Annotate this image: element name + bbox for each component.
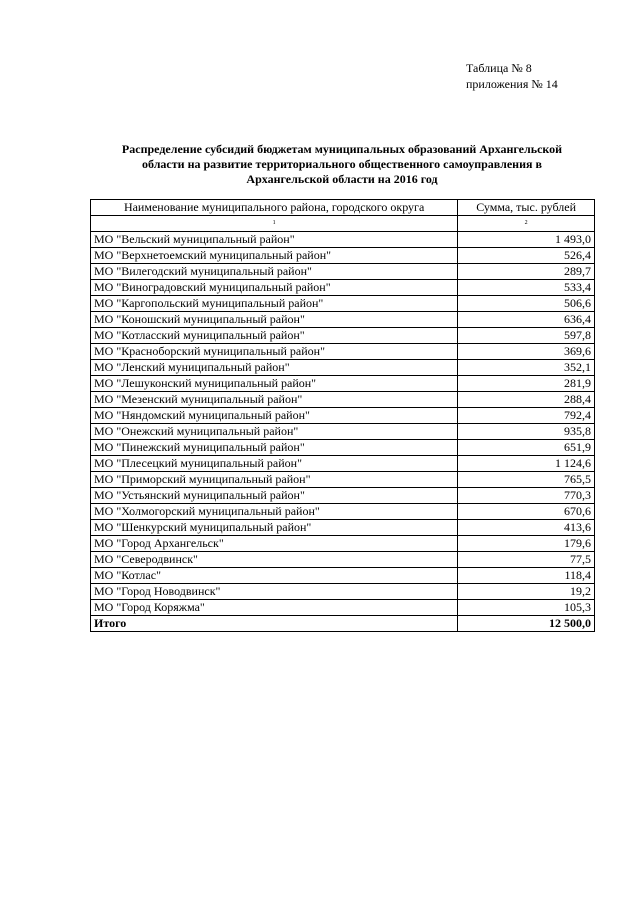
appendix-reference (466, 60, 558, 92)
subsidy-amount: 935,8 (458, 424, 595, 440)
table-row (91, 424, 595, 440)
municipality-name: МО "Город Архангельск" (91, 536, 458, 552)
municipality-name: МО "Каргопольский муниципальный район" (91, 296, 458, 312)
column-number-row (91, 216, 595, 232)
municipality-name: МО "Плесецкий муниципальный район" (91, 456, 458, 472)
municipality-name: МО "Онежский муниципальный район" (91, 424, 458, 440)
table-row (91, 264, 595, 280)
subsidy-amount: 413,6 (458, 520, 595, 536)
appendix-number: приложения № 14 (466, 77, 558, 91)
municipality-name: МО "Холмогорский муниципальный район" (91, 504, 458, 520)
subsidy-table (90, 199, 595, 632)
document-title (92, 142, 592, 187)
subsidy-amount: 636,4 (458, 312, 595, 328)
subsidy-amount: 288,4 (458, 392, 595, 408)
subsidy-amount: 19,2 (458, 584, 595, 600)
table-row (91, 328, 595, 344)
municipality-name: МО "Красноборский муниципальный район" (91, 344, 458, 360)
table-row (91, 584, 595, 600)
subsidy-amount: 792,4 (458, 408, 595, 424)
municipality-name: МО "Верхнетоемский муниципальный район" (91, 248, 458, 264)
municipality-name: МО "Город Новодвинск" (91, 584, 458, 600)
subsidy-amount: 533,4 (458, 280, 595, 296)
subsidy-amount: 369,6 (458, 344, 595, 360)
table-row (91, 280, 595, 296)
header-municipality: Наименование муниципального района, городского округа (91, 200, 458, 216)
municipality-name: МО "Мезенский муниципальный район" (91, 392, 458, 408)
subsidy-amount: 1 493,0 (458, 232, 595, 248)
table-row (91, 376, 595, 392)
table-row (91, 392, 595, 408)
title-line-1: Распределение субсидий бюджетам муниципальных образований Архангельской (121, 142, 563, 156)
subsidy-amount: 118,4 (458, 568, 595, 584)
subsidy-amount: 77,5 (458, 552, 595, 568)
subsidy-amount: 281,9 (458, 376, 595, 392)
title-line-3: Архангельской области на 2016 год (246, 172, 438, 186)
municipality-name: МО "Пинежский муниципальный район" (91, 440, 458, 456)
subsidy-amount: 597,8 (458, 328, 595, 344)
subsidy-amount: 352,1 (458, 360, 595, 376)
header-amount: Сумма, тыс. рублей (458, 200, 595, 216)
table-row (91, 408, 595, 424)
table-number: Таблица № 8 (466, 61, 532, 75)
municipality-name: МО "Котлас" (91, 568, 458, 584)
title-line-2: области на развитие территориального общественного самоуправления в (142, 157, 542, 171)
municipality-name: МО "Ленский муниципальный район" (91, 360, 458, 376)
municipality-name: МО "Котласский муниципальный район" (91, 328, 458, 344)
municipality-name: МО "Устьянский муниципальный район" (91, 488, 458, 504)
municipality-name: МО "Приморский муниципальный район" (91, 472, 458, 488)
municipality-name: МО "Вилегодский муниципальный район" (91, 264, 458, 280)
table-row (91, 360, 595, 376)
table-row (91, 536, 595, 552)
subsidy-amount: 670,6 (458, 504, 595, 520)
table-row (91, 600, 595, 616)
municipality-name: МО "Вельский муниципальный район" (91, 232, 458, 248)
total-label: Итого (91, 616, 458, 632)
subsidy-amount: 105,3 (458, 600, 595, 616)
table-row (91, 232, 595, 248)
header-row (91, 200, 595, 216)
table-row (91, 296, 595, 312)
table-row (91, 344, 595, 360)
total-amount: 12 500,0 (458, 616, 595, 632)
column-number-2: 2 (458, 216, 595, 232)
table-row (91, 552, 595, 568)
subsidy-amount: 770,3 (458, 488, 595, 504)
table-row (91, 440, 595, 456)
table-row (91, 488, 595, 504)
table-row (91, 472, 595, 488)
municipality-name: МО "Лешуконский муниципальный район" (91, 376, 458, 392)
municipality-name: МО "Шенкурский муниципальный район" (91, 520, 458, 536)
table-row (91, 504, 595, 520)
table-row (91, 312, 595, 328)
subsidy-amount: 765,5 (458, 472, 595, 488)
subsidy-amount: 526,4 (458, 248, 595, 264)
subsidy-amount: 651,9 (458, 440, 595, 456)
municipality-name: МО "Город Коряжма" (91, 600, 458, 616)
municipality-name: МО "Северодвинск" (91, 552, 458, 568)
municipality-name: МО "Коношский муниципальный район" (91, 312, 458, 328)
subsidy-amount: 179,6 (458, 536, 595, 552)
table-row (91, 248, 595, 264)
subsidy-amount: 506,6 (458, 296, 595, 312)
subsidy-amount: 289,7 (458, 264, 595, 280)
subsidy-amount: 1 124,6 (458, 456, 595, 472)
table-row (91, 456, 595, 472)
total-row (91, 616, 595, 632)
municipality-name: МО "Няндомский муниципальный район" (91, 408, 458, 424)
column-number-1: 1 (91, 216, 458, 232)
table-row (91, 568, 595, 584)
table-row (91, 520, 595, 536)
municipality-name: МО "Виноградовский муниципальный район" (91, 280, 458, 296)
